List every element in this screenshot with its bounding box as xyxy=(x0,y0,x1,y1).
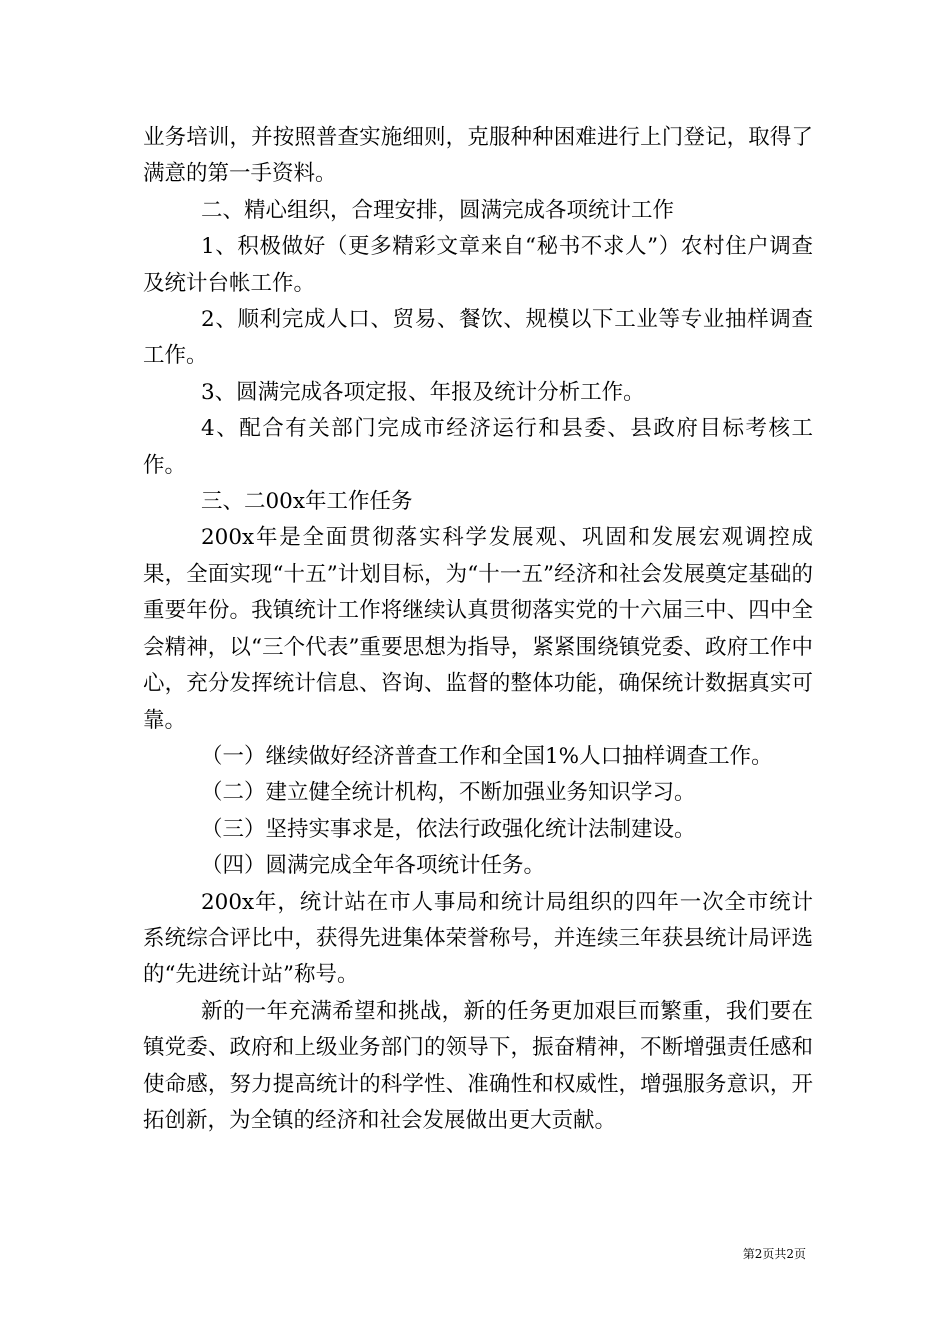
paragraph: 200x年是全面贯彻落实科学发展观、巩固和发展宏观调控成果，全面实现“十五”计划目标，为“十一五”经济和社会发展奠定基础的重要年份。我镇统计工作将继续认真贯彻落实党的十六届三中、四中全会精神，以“三个代表”重要思想为指导，紧紧围绕镇党委、政府工作中心，充分发挥统计信息、咨询、监督的整体功能，确保统计数据真实可靠。 xyxy=(143,525,813,733)
paragraph: （一）继续做好经济普查工作和全国1%人口抽样调查工作。 xyxy=(201,743,773,769)
paragraph: 二、精心组织，合理安排，圆满完成各项统计工作 xyxy=(201,197,675,223)
paragraph: 业务培训，并按照普查实施细则，克服种种困难进行上门登记，取得了满意的第一手资料。 xyxy=(143,125,813,187)
paragraph: （四）圆满完成全年各项统计任务。 xyxy=(201,853,546,879)
paragraph: 1、积极做好（更多精彩文章来自“秘书不求人”）农村住户调查及统计台帐工作。 xyxy=(143,234,813,296)
paragraph: 新的一年充满希望和挑战，新的任务更加艰巨而繁重，我们要在镇党委、政府和上级业务部门的领导下，振奋精神，不断增强责任感和使命感，努力提高统计的科学性、准确性和权威性，增强服务意识，开拓创新，为全镇的经济和社会发展做出更大贡献。 xyxy=(143,998,813,1133)
paragraph: 4、配合有关部门完成市经济运行和县委、县政府目标考核工作。 xyxy=(143,416,813,478)
paragraph: 三、二00x年工作任务 xyxy=(201,489,413,515)
paragraph: （三）坚持实事求是，依法行政强化统计法制建设。 xyxy=(201,816,696,842)
paragraph: 200x年，统计站在市人事局和统计局组织的四年一次全市统计系统综合评比中，获得先进集体荣誉称号，并连续三年获县统计局评选的“先进统计站”称号。 xyxy=(143,889,813,988)
paragraph: 3、圆满完成各项定报、年报及统计分析工作。 xyxy=(201,379,645,405)
document-body xyxy=(143,120,813,1139)
paragraph: （二）建立健全统计机构，不断加强业务知识学习。 xyxy=(201,780,696,806)
page-footer: 第2页共2页 xyxy=(742,1247,806,1261)
paragraph: 2、顺利完成人口、贸易、餐饮、规模以下工业等专业抽样调查工作。 xyxy=(143,307,813,369)
